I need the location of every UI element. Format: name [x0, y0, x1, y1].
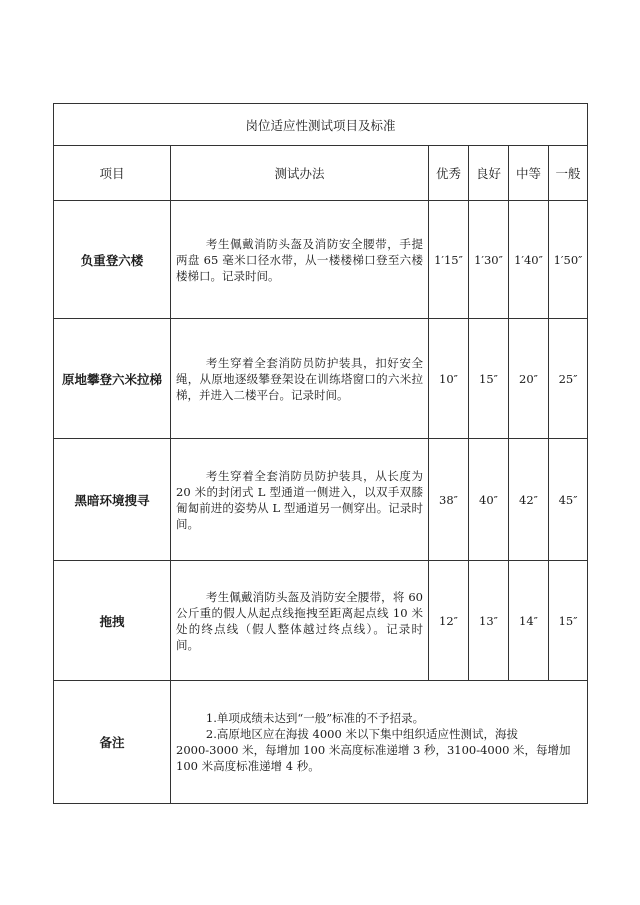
header-good: 良好 — [469, 146, 509, 201]
general-value: 15″ — [549, 561, 588, 681]
header-method: 测试办法 — [171, 146, 429, 201]
medium-value: 1′40″ — [509, 201, 549, 319]
medium-value: 42″ — [509, 439, 549, 561]
excellent-value: 12″ — [429, 561, 469, 681]
general-value: 25″ — [549, 319, 588, 439]
good-value: 15″ — [469, 319, 509, 439]
item-method: 考生穿着全套消防员防护装具，扣好安全绳，从原地逐级攀登架设在训练塔窗口的六米拉梯，并进入二楼平台。记录时间。 — [171, 319, 429, 439]
table-row — [54, 439, 588, 561]
standards-table — [53, 103, 588, 804]
excellent-value: 10″ — [429, 319, 469, 439]
table-title: 岗位适应性测试项目及标准 — [54, 104, 588, 146]
remark-line-2: 2.高原地区应在海拔 4000 米以下集中组织适应性测试，海拔 — [205, 727, 518, 741]
item-name: 负重登六楼 — [54, 201, 171, 319]
item-name: 黑暗环境搜寻 — [54, 439, 171, 561]
good-value: 40″ — [469, 439, 509, 561]
remarks-label: 备注 — [54, 681, 171, 804]
medium-value: 14″ — [509, 561, 549, 681]
excellent-value: 38″ — [429, 439, 469, 561]
remark-line-1: 1.单项成绩未达到“一般”标准的不予招录。 — [205, 711, 425, 725]
table-row — [54, 561, 588, 681]
excellent-value: 1′15″ — [429, 201, 469, 319]
item-method: 考生佩戴消防头盔及消防安全腰带，手提两盘 65 毫米口径水带，从一楼楼梯口登至六楼楼梯口。记录时间。 — [171, 201, 429, 319]
item-method: 考生佩戴消防头盔及消防安全腰带，将 60 公斤重的假人从起点线拖拽至距离起点线 10 米处的终点线（假人整体越过终点线）。记录时间。 — [171, 561, 429, 681]
general-value: 45″ — [549, 439, 588, 561]
general-value: 1′50″ — [549, 201, 588, 319]
remark-line-3: 2000-3000 米，每增加 100 米高度标准递增 3 秒，3100-4000 米，每增加 100 米高度标准递增 4 秒。 — [176, 743, 571, 773]
header-item: 项目 — [54, 146, 171, 201]
remarks-row — [54, 681, 588, 804]
header-excellent: 优秀 — [429, 146, 469, 201]
good-value: 13″ — [469, 561, 509, 681]
header-general: 一般 — [549, 146, 588, 201]
good-value: 1′30″ — [469, 201, 509, 319]
medium-value: 20″ — [509, 319, 549, 439]
header-medium: 中等 — [509, 146, 549, 201]
table-row — [54, 319, 588, 439]
remarks-text — [171, 681, 588, 804]
table-row — [54, 201, 588, 319]
item-name: 拖拽 — [54, 561, 171, 681]
item-method: 考生穿着全套消防员防护装具，从长度为 20 米的封闭式 L 型通道一侧进入，以双手双膝匍匐前进的姿势从 L 型通道另一侧穿出。记录时间。 — [171, 439, 429, 561]
item-name: 原地攀登六米拉梯 — [54, 319, 171, 439]
